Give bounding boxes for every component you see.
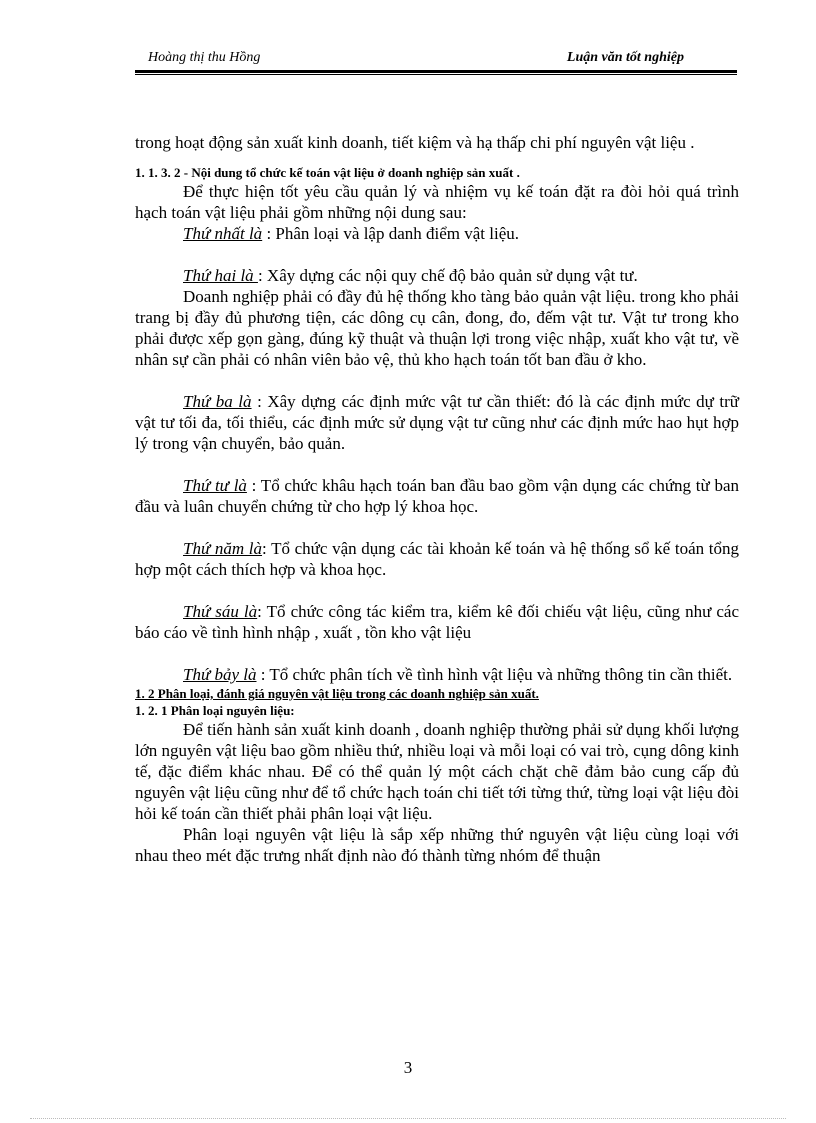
- list-item-3: [135, 391, 739, 454]
- list-item-6: [135, 601, 739, 643]
- list-item-7: [135, 664, 739, 685]
- item-text: : Xây dựng các nội quy chế độ bảo quản sử dụng vật tư.: [257, 266, 638, 285]
- section-heading-1-2: [135, 685, 739, 702]
- item-text: : Tổ chức vận dụng các tài khoản kế toán và hệ thống sổ kế toán tổng hợp một cách thích hợp và khoa học.: [135, 539, 739, 579]
- item-label: Thứ sáu là: [183, 602, 258, 621]
- list-item-5: [135, 538, 739, 580]
- item-text: : Tổ chức phân tích về tình hình vật liệu và những thông tin cần thiết.: [256, 665, 733, 684]
- section-heading-1-2-1: 1. 2. 1 Phân loại nguyên liệu:: [135, 703, 295, 718]
- item-text: : Tổ chức khâu hạch toán ban đầu bao gồm vận dụng các chứng từ ban đầu và luân chuyển chứng từ cho hợp lý khoa học.: [135, 476, 739, 516]
- paragraph-requirements: Để thực hiện tốt yêu cầu quản lý và nhiệm vụ kế toán đặt ra đòi hỏi quá trình hạch toán vật liệu phải gồm những nội dung sau:: [135, 182, 739, 222]
- page-number: 3: [403, 1058, 413, 1077]
- item-text: : Xây dựng các định mức vật tư cần thiết: đó là các định mức dự trữ vật tư tối đa, tối thiểu, các định mức sử dụng vật tư cũng như các định mức hao hụt hợp lý trong vận chuyển, bảo quản.: [135, 392, 740, 453]
- list-item-4: [135, 475, 739, 517]
- item-label: Thứ bảy là: [183, 665, 257, 684]
- paragraph-intro: trong hoạt động sản xuất kinh doanh, tiết kiệm và hạ thấp chi phí nguyên vật liệu .: [135, 133, 695, 152]
- page-body: [135, 132, 739, 866]
- page-bottom-divider: [30, 1118, 786, 1119]
- paragraph-classification: Để tiến hành sản xuất kinh doanh , doanh nghiệp thường phải sử dụng khối lượng lớn nguyên vật liệu bao gồm nhiều thứ, nhiều loại và mỗi loại có vai trò, cụng dông kinh tế, đặc điểm khác nhau. Để có thể quản lý một cách chặt chẽ đảm bảo cung cấp đủ nguyên vật liệu cũng như để tổ chức hạch toán chi tiết tới từng thứ, từng loại vật liệu đòi hỏi kế toán cần thiết phải phân loại vật liệu.: [135, 720, 739, 823]
- item-label: Thứ tư là: [183, 476, 247, 495]
- item-label: Thứ nhất là: [183, 224, 263, 243]
- paragraph-storage: Doanh nghiệp phải có đầy đủ hệ thống kho tàng bảo quản vật liệu. trong kho phải trang bị đầy đủ phương tiện, các dông cụ cân, đong, đo, đếm vật tư. Vật tư trong kho phải được xếp gọn gàng, đúng kỹ thuật và thuận lợi trong việc nhập, xuất kho vật tư, về nhân sự cần phải có nhân viên bảo vệ, thủ kho hạch toán tốt ban đầu ở kho.: [135, 287, 739, 369]
- item-text: : Tổ chức công tác kiểm tra, kiểm kê đối chiếu vật liệu, cũng như các báo cáo về tình hình nhập , xuất , tồn kho vật liệu: [135, 602, 739, 642]
- item-label: Thứ ba là: [183, 392, 252, 411]
- paragraph-definition: Phân loại nguyên vật liệu là sắp xếp những thứ nguyên vật liệu cùng loại với nhau theo mét đặc trưng nhất định nào đó thành từng nhóm để thuận: [135, 825, 739, 865]
- list-item-2: [135, 265, 739, 286]
- item-text: : Phân loại và lập danh điểm vật liệu.: [262, 224, 520, 243]
- header-author: Hoàng thị thu Hồng: [148, 50, 261, 65]
- item-label: Thứ năm là: [183, 539, 263, 558]
- item-label: Thứ hai là: [183, 266, 258, 285]
- list-item-1: [135, 223, 739, 244]
- section-heading-text: 1. 2 Phân loại, đánh giá nguyên vật liệu trong các doanh nghiệp sản xuất.: [135, 686, 539, 701]
- header-rule: [135, 70, 737, 75]
- section-heading-1-1-3-2: 1. 1. 3. 2 - Nội dung tổ chức kế toán vật liệu ở doanh nghiệp sản xuất .: [135, 165, 520, 180]
- header-title: Luận văn tốt nghiệp: [566, 50, 684, 65]
